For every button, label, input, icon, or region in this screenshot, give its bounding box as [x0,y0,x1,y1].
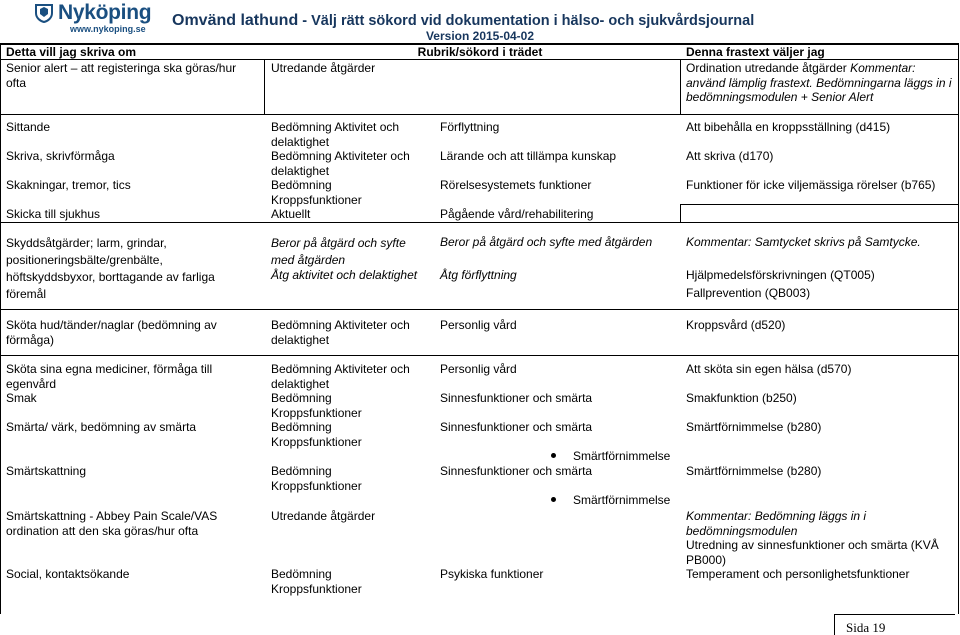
r0-phrase [686,61,954,105]
r6-topic: Sköta hud/tänder/naglar (bedömning av förmåga) [6,318,217,347]
r10-term-sub: Smärtförnimmelse [573,493,671,507]
title-main: Omvänd lathund [172,12,299,29]
r0-topic: Senior alert – att registeringa ska göras/hur ofta [6,61,237,90]
r9-term: Sinnesfunktioner och smärta [440,420,593,434]
r5-term-a: Beror på åtgärd och syfte med åtgärden [440,235,653,249]
r2-keyword: Bedömning Aktiviteter och delaktighet [271,149,410,178]
r11-topic: Smärtskattning - Abbey Pain Scale/VAS ordination att den ska göras/hur ofta [6,509,218,538]
r5-phrase-b: Hjälpmedelsförskrivningen (QT005) [686,268,875,282]
r8-keyword: Bedömning Kroppsfunktioner [271,391,362,420]
title-sub: - Välj rätt sökord vid dokumentation i hälso- och sjukvårdsjournal [298,13,755,29]
r12-phrase: Temperament och personlighetsfunktioner [686,567,910,581]
r10-term: Sinnesfunktioner och smärta [440,464,593,478]
r4-topic: Skicka till sjukhus [6,207,101,221]
r9-keyword: Bedömning Kroppsfunktioner [271,420,362,449]
logo-name: Nyköping [58,1,152,24]
r5-phrase-c: Fallprevention (QB003) [686,286,811,300]
r2-topic: Skriva, skrivförmåga [6,149,115,163]
r8-phrase: Smakfunktion (b250) [686,391,797,405]
r9-phrase: Smärtförnimmelse (b280) [686,420,822,434]
r3-keyword: Bedömning Kroppsfunktioner [271,178,362,207]
r7-topic: Sköta sina egna mediciner, förmåga till egenvård [6,362,213,391]
table-left-border [0,43,1,614]
r5-keyword-a: Beror på åtgärd och syfte med åtgärden [271,236,406,267]
shield-icon [34,3,54,23]
r5-keyword-b: Åtg aktivitet och delaktighet [271,268,418,282]
r8-topic: Smak [6,391,37,405]
r8-term: Sinnesfunktioner och smärta [440,391,593,405]
row-divider-2 [0,222,958,223]
r5-phrase-a: Kommentar: Samtycket skrivs på Samtycke. [686,235,921,249]
bullet-icon [551,497,556,502]
r5-term-b: Åtg förflyttning [440,268,517,282]
row-divider-4 [0,355,958,356]
r5-topic: Skyddsåtgärder; larm, grindar, positioneringsbälte/grenbälte, höftskyddsbyxor, borttagande av farliga föremål [6,236,215,301]
divider-c3-r0 [680,59,681,114]
r2-phrase: Att skriva (d170) [686,149,774,163]
row-divider-3 [0,309,958,310]
bullet-icon [551,453,556,458]
table-header-border [0,59,958,60]
r12-term: Psykiska funktioner [440,567,544,581]
row-divider-r4a [680,204,958,205]
r10-topic: Smärtskattning [6,464,87,478]
r4-keyword: Aktuellt [271,207,311,221]
r11-keyword: Utredande åtgärder [271,509,376,523]
r3-term: Rörelsesystemets funktioner [440,178,592,192]
r9-topic: Smärta/ värk, bedömning av smärta [6,420,197,434]
r1-keyword: Bedömning Aktivitet och delaktighet [271,120,400,149]
table-right-border [958,43,959,614]
r1-phrase: Att bibehålla en kroppsställning (d415) [686,120,891,134]
r4-term: Pågående vård/rehabilitering [440,207,594,221]
r6-term: Personlig vård [440,318,517,332]
r7-term: Personlig vård [440,362,517,376]
r6-phrase: Kroppsvård (d520) [686,318,786,332]
r10-phrase: Smärtförnimmelse (b280) [686,464,822,478]
r11-phrase-a: Kommentar: Bedömning läggs in i bedömningsmodulen [686,509,867,538]
column-header-topic: Detta vill jag skriva om [6,45,137,59]
r12-keyword: Bedömning Kroppsfunktioner [271,567,362,596]
r0-phrase-b: Kommentar: använd lämplig frastext. Bedömningarna läggs in i bedömningsmodulen + Senior Alert [686,61,952,104]
r7-keyword: Bedömning Aktiviteter och delaktighet [271,362,410,391]
divider-c1-r0 [264,59,265,114]
column-header-keyword: Rubrik/sökord i trädet [417,45,543,59]
r3-phrase: Funktioner för icke viljemässiga rörelser (b765) [686,178,936,192]
r2-term: Lärande och att tillämpa kunskap [440,149,617,163]
r3-topic: Skakningar, tremor, tics [6,178,131,192]
r12-topic: Social, kontaktsökande [6,567,130,581]
column-header-phrase: Denna frastext väljer jag [686,45,825,59]
r7-phrase: Att sköta sin egen hälsa (d570) [686,362,852,376]
logo-url: www.nykoping.se [70,24,146,34]
r11-phrase-b: Utredning av sinnesfunktioner och smärta (KVÅ PB000) [686,538,939,567]
r0-phrase-a: Ordination utredande åtgärder [686,61,847,75]
r10-keyword: Bedömning Kroppsfunktioner [271,464,362,493]
r1-topic: Sittande [6,120,51,134]
page-title [172,11,754,31]
page-number: Sida 19 [846,620,886,635]
version-label: Version 2015-04-02 [425,29,535,43]
r9-term-sub: Smärtförnimmelse [573,449,671,463]
row-divider-1 [0,114,958,115]
r0-keyword: Utredande åtgärder [271,61,376,75]
r6-keyword: Bedömning Aktiviteter och delaktighet [271,318,410,347]
r1-term: Förflyttning [440,120,500,134]
divider-c3-r4 [680,204,681,222]
